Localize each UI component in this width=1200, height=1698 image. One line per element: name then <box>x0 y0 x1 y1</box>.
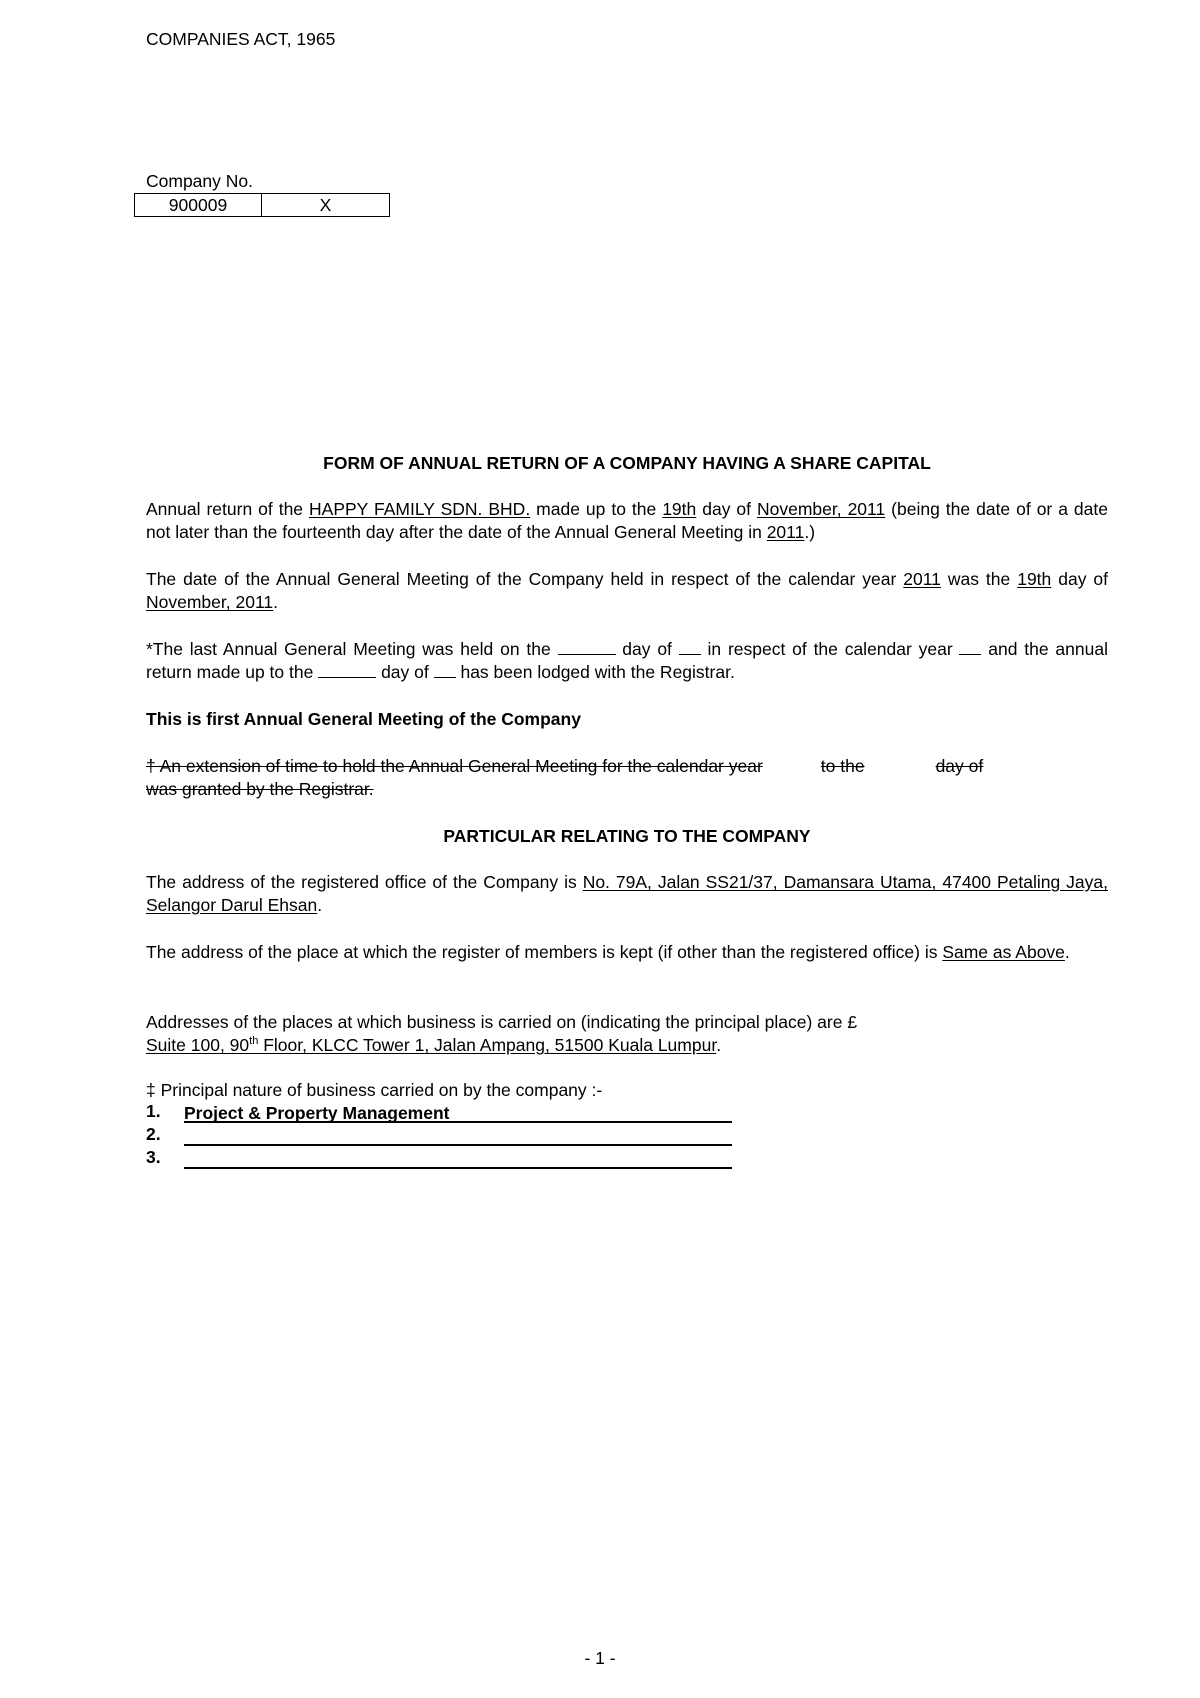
business-item-number: 1. <box>146 1101 161 1121</box>
annual-return-text-3: day of <box>696 499 757 519</box>
business-item-value: Project & Property Management <box>184 1102 732 1123</box>
form-title: FORM OF ANNUAL RETURN OF A COMPANY HAVING A SHARE CAPITAL <box>323 453 931 473</box>
company-name: HAPPY FAMILY SDN. BHD. <box>309 499 531 519</box>
last-agm-text-3: in respect of the calendar year <box>700 639 960 659</box>
annual-return-text-2: made up to the <box>530 499 663 519</box>
company-no-suffix: X <box>319 195 332 215</box>
business-places-text-1: Addresses of the places at which business is carried on (indicating the principal place) are £ <box>146 1012 858 1032</box>
registered-office-text-2: . <box>317 895 323 915</box>
register-members-paragraph <box>146 941 1108 964</box>
last-agm-text-2: day of <box>615 639 679 659</box>
extension-text-4: was granted by the Registrar. <box>146 779 374 799</box>
agm-text-2: was the <box>940 569 1018 589</box>
company-no-box <box>134 193 390 217</box>
page-header: COMPANIES ACT, 1965 <box>146 29 336 49</box>
registered-office-address: No. 79A, Jalan SS21/37, Damansara Utama, 47400 Petaling Jaya, Selangor Darul Ehsan <box>146 872 1108 915</box>
business-item-3 <box>146 1146 732 1169</box>
last-agm-text-6: has been lodged with the Registrar. <box>455 662 735 682</box>
extension-text-3: day of <box>935 756 984 776</box>
principal-business-label: ‡ Principal nature of business carried on by the company :- <box>146 1080 603 1100</box>
section-title: PARTICULAR RELATING TO THE COMPANY <box>443 826 811 846</box>
business-item-number: 3. <box>146 1147 161 1167</box>
blank-line <box>434 662 456 678</box>
return-month-year: November, 2011 <box>756 499 886 519</box>
agm-month-year: November, 2011 <box>146 592 274 612</box>
agm-day: 19th <box>1017 569 1052 589</box>
business-item-value <box>184 1125 732 1146</box>
last-agm-paragraph <box>146 638 1108 684</box>
blank-line <box>679 639 701 655</box>
business-item-number: 2. <box>146 1124 161 1144</box>
page-number: - 1 - <box>584 1648 616 1668</box>
registered-office-paragraph <box>146 871 1108 917</box>
register-members-text-2: . <box>1064 942 1070 962</box>
extension-text-2: to the <box>820 756 865 776</box>
extension-paragraph <box>146 755 1108 801</box>
last-agm-text-4: and the annual return made up to the <box>146 639 1108 682</box>
business-address: Suite 100, 90th Floor, KLCC Tower 1, Jalan Ampang, 51500 Kuala Lumpur <box>146 1035 717 1055</box>
blank-line <box>558 639 616 655</box>
agm-text-4: . <box>273 592 278 612</box>
agm-date-paragraph <box>146 568 1108 614</box>
registered-office-text-1: The address of the registered office of the Company is <box>146 872 583 892</box>
business-item-2 <box>146 1123 732 1146</box>
agm-year: 2011 <box>766 522 805 542</box>
annual-return-paragraph <box>146 498 1108 544</box>
company-no-label: Company No. <box>146 171 253 191</box>
register-members-text-1: The address of the place at which the register of members is kept (if other than the registered office) is <box>146 942 943 962</box>
business-item-value <box>184 1148 732 1169</box>
annual-return-text-5: .) <box>804 522 816 542</box>
business-item-1 <box>146 1100 732 1123</box>
agm-text-3: day of <box>1051 569 1108 589</box>
agm-text-1: The date of the Annual General Meeting of the Company held in respect of the calendar year <box>146 569 904 589</box>
return-day: 19th <box>662 499 697 519</box>
blank-line <box>318 662 376 678</box>
agm-calendar-year: 2011 <box>903 569 941 589</box>
business-places-text-2: . <box>716 1035 722 1055</box>
annual-return-text-4: (being the date of or a date not later than the fourteenth day after the date of the Annual General Meeting in <box>146 499 1108 542</box>
first-agm-statement: This is first Annual General Meeting of the Company <box>146 709 581 729</box>
last-agm-text-1: *The last Annual General Meeting was held on the <box>146 639 558 659</box>
business-places-paragraph <box>146 1011 1108 1057</box>
blank-line <box>959 639 981 655</box>
annual-return-text-1: Annual return of the <box>146 499 310 519</box>
last-agm-text-5: day of <box>376 662 434 682</box>
company-no-number: 900009 <box>135 194 262 216</box>
register-members-value: Same as Above <box>942 942 1065 962</box>
extension-text-1: † An extension of time to hold the Annual General Meeting for the calendar year <box>146 756 763 776</box>
